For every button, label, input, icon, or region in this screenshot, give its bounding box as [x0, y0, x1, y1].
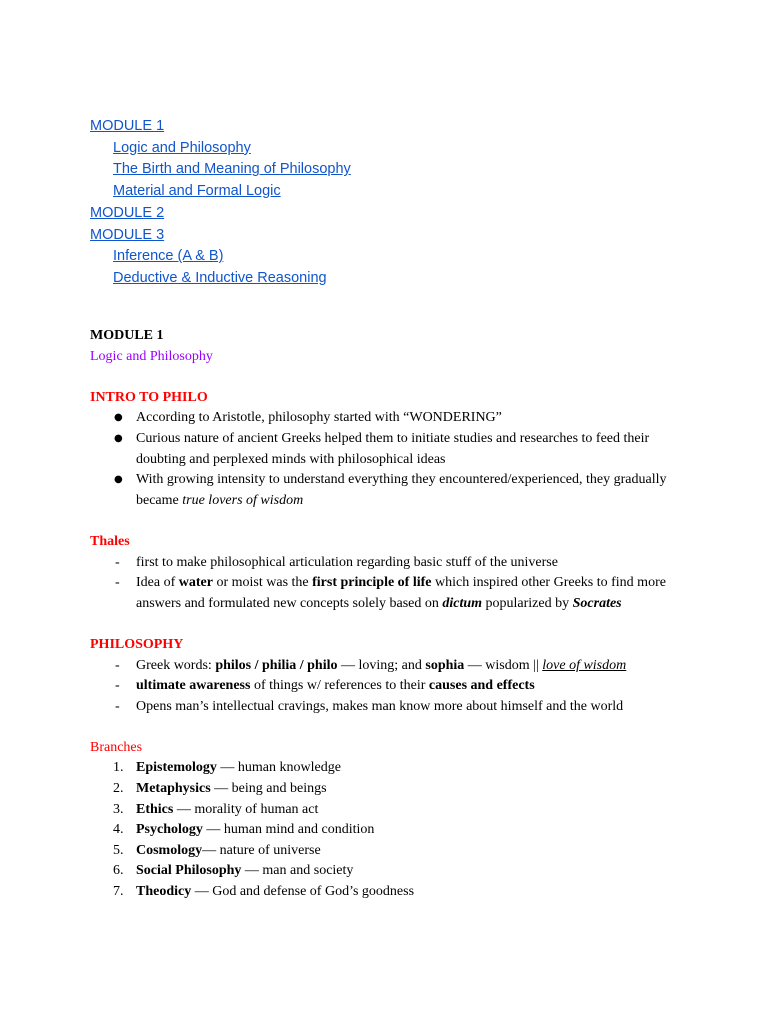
toc-link-birth-and-meaning[interactable]: The Birth and Meaning of Philosophy: [113, 161, 351, 178]
list-item: ● With growing intensity to understand everything they encountered/experienced, they gradually became true lovers of wisdom: [114, 472, 667, 508]
dash-marker: -: [115, 554, 120, 570]
dash-marker: -: [115, 657, 120, 673]
branches-list: [90, 758, 690, 902]
list-item: - ultimate awareness of things w/ references to their causes and effects: [90, 676, 690, 697]
thales-heading: Thales: [90, 533, 130, 549]
toc-link-inference[interactable]: Inference (A & B): [113, 248, 224, 265]
table-of-contents: [90, 116, 351, 290]
philosophy-list: [90, 656, 690, 718]
dash-marker: -: [115, 698, 120, 714]
bullet-marker: ●: [114, 432, 123, 444]
dash-marker: -: [115, 678, 120, 694]
bullet-marker: ●: [114, 412, 123, 424]
branches-heading: Branches: [90, 739, 143, 755]
module-heading: MODULE 1: [90, 328, 164, 343]
list-item: 6. Social Philosophy — man and society: [113, 863, 354, 879]
list-item: 2. Metaphysics — being and beings: [113, 781, 327, 797]
list-item: 4. Psychology — human mind and condition: [113, 822, 375, 838]
toc-link-module-3[interactable]: MODULE 3: [90, 226, 165, 243]
intro-heading: INTRO TO PHILO: [90, 389, 208, 405]
philosophy-heading: PHILOSOPHY: [90, 636, 184, 652]
list-item: - Opens man’s intellectual cravings, makes man know more about himself and the world: [90, 697, 690, 718]
toc-link-deductive-inductive[interactable]: Deductive & Inductive Reasoning: [113, 269, 327, 286]
toc-link-logic-and-philosophy[interactable]: Logic and Philosophy: [113, 139, 251, 156]
list-item: ● According to Aristotle, philosophy started with “WONDERING”: [90, 408, 690, 429]
intro-list: [90, 408, 690, 511]
list-item: - Greek words: philos / philia / philo — loving; and sophia — wisdom || love of wisdom: [90, 656, 690, 677]
list-item: ● Curious nature of ancient Greeks helped them to initiate studies and researches to feed their doubting and perplexed minds with philosophical ideas: [114, 430, 650, 467]
list-item: - first to make philosophical articulation regarding basic stuff of the universe: [90, 553, 690, 574]
toc-link-module-2[interactable]: MODULE 2: [90, 204, 165, 221]
thales-list: [90, 553, 690, 615]
emphasis-text: true lovers of wisdom: [182, 492, 304, 508]
dash-marker: -: [115, 575, 120, 591]
list-item: 5. Cosmology— nature of universe: [113, 842, 321, 858]
list-item: 3. Ethics — morality of human act: [113, 801, 319, 817]
list-item: 7. Theodicy — God and defense of God’s goodness: [113, 884, 415, 900]
bullet-marker: ●: [114, 474, 123, 486]
toc-link-module-1[interactable]: MODULE 1: [90, 118, 165, 134]
document-body: [90, 326, 690, 903]
module-subtitle: Logic and Philosophy: [90, 348, 213, 364]
toc-link-material-formal-logic[interactable]: Material and Formal Logic: [113, 183, 281, 200]
list-item: - Idea of water or moist was the first principle of life which inspired other Greeks to find more answers and formulated new concepts solely based on dictum popularized by Socrates: [115, 575, 666, 611]
list-item: 1. Epistemology — human knowledge: [113, 760, 341, 776]
